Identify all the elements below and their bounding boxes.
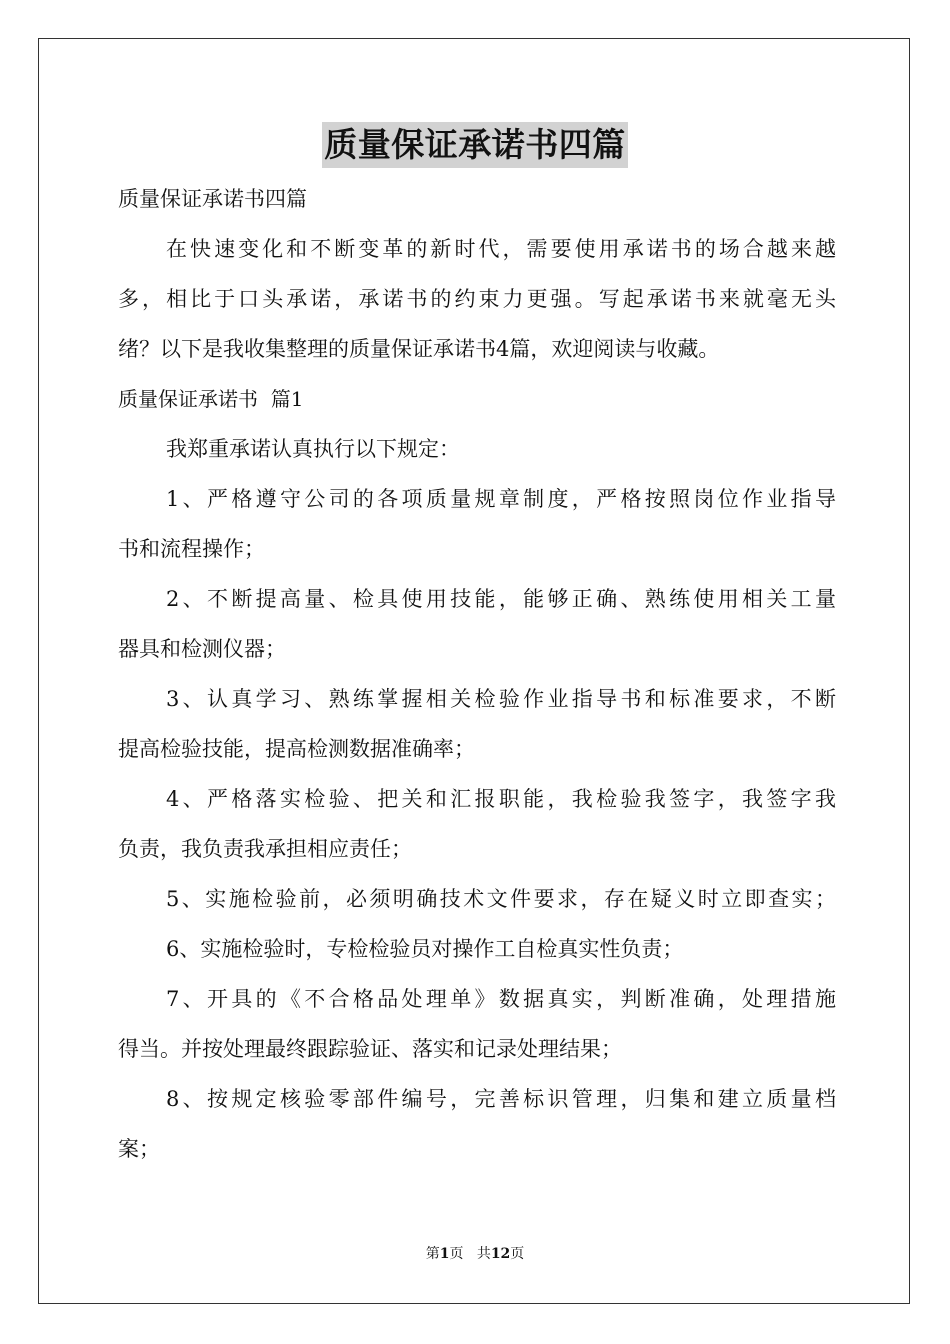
item-3-line-2: 提高检验技能，提高检测数据准确率； [118, 737, 475, 761]
item-7-line-2: 得当。并按处理最终跟踪验证、落实和记录处理结果； [118, 1037, 622, 1061]
footer-page-suffix: 页 [449, 1246, 464, 1262]
item-8-line-1: 8、按规定核验零部件编号，完善标识管理，归集和建立质量档 [166, 1087, 836, 1111]
intro-line-2: 多，相比于口头承诺，承诺书的约束力更强。写起承诺书来就毫无头 [118, 287, 836, 311]
item-1-line-1: 1、严格遵守公司的各项质量规章制度，严格按照岗位作业指导 [166, 487, 836, 511]
item-4-line-2: 负责，我负责我承担相应责任； [118, 837, 412, 861]
footer-total-suffix: 页 [510, 1246, 525, 1262]
intro-line-1: 在快速变化和不断变革的新时代，需要使用承诺书的场合越来越 [166, 237, 836, 261]
item-3-line-1: 3、认真学习、熟练掌握相关检验作业指导书和标准要求，不断 [166, 687, 836, 711]
item-6-line-1: 6、实施检验时，专检检验员对操作工自检真实性负责； [166, 937, 684, 961]
item-5-line-1: 5、实施检验前，必须明确技术文件要求，存在疑义时立即查实； [166, 887, 836, 911]
document-subtitle: 质量保证承诺书四篇 [118, 187, 307, 211]
item-2-line-2: 器具和检测仪器； [118, 637, 286, 661]
footer-total-pages: 12 [490, 1246, 511, 1262]
footer-page-prefix: 第 [425, 1246, 440, 1262]
title-wrap [0, 122, 950, 168]
intro-line-3: 绪？以下是我收集整理的质量保证承诺书4篇，欢迎阅读与收藏。 [118, 337, 720, 361]
footer-page-number: 1 [439, 1246, 450, 1262]
document-title: 质量保证承诺书四篇 [322, 122, 628, 168]
item-8-line-2: 案； [118, 1137, 160, 1161]
pledge-intro: 我郑重承诺认真执行以下规定： [166, 437, 460, 461]
item-4-line-1: 4、严格落实检验、把关和汇报职能，我检验我签字，我签字我 [166, 787, 836, 811]
item-7-line-1: 7、开具的《不合格品处理单》数据真实，判断准确，处理措施 [166, 987, 836, 1011]
page-border [38, 38, 910, 1304]
footer-total-prefix: 共 [476, 1246, 491, 1262]
item-2-line-1: 2、不断提高量、检具使用技能，能够正确、熟练使用相关工量 [166, 587, 836, 611]
item-1-line-2: 书和流程操作； [118, 537, 265, 561]
page-footer [0, 1244, 950, 1264]
section-heading: 质量保证承诺书 篇1 [118, 387, 304, 411]
